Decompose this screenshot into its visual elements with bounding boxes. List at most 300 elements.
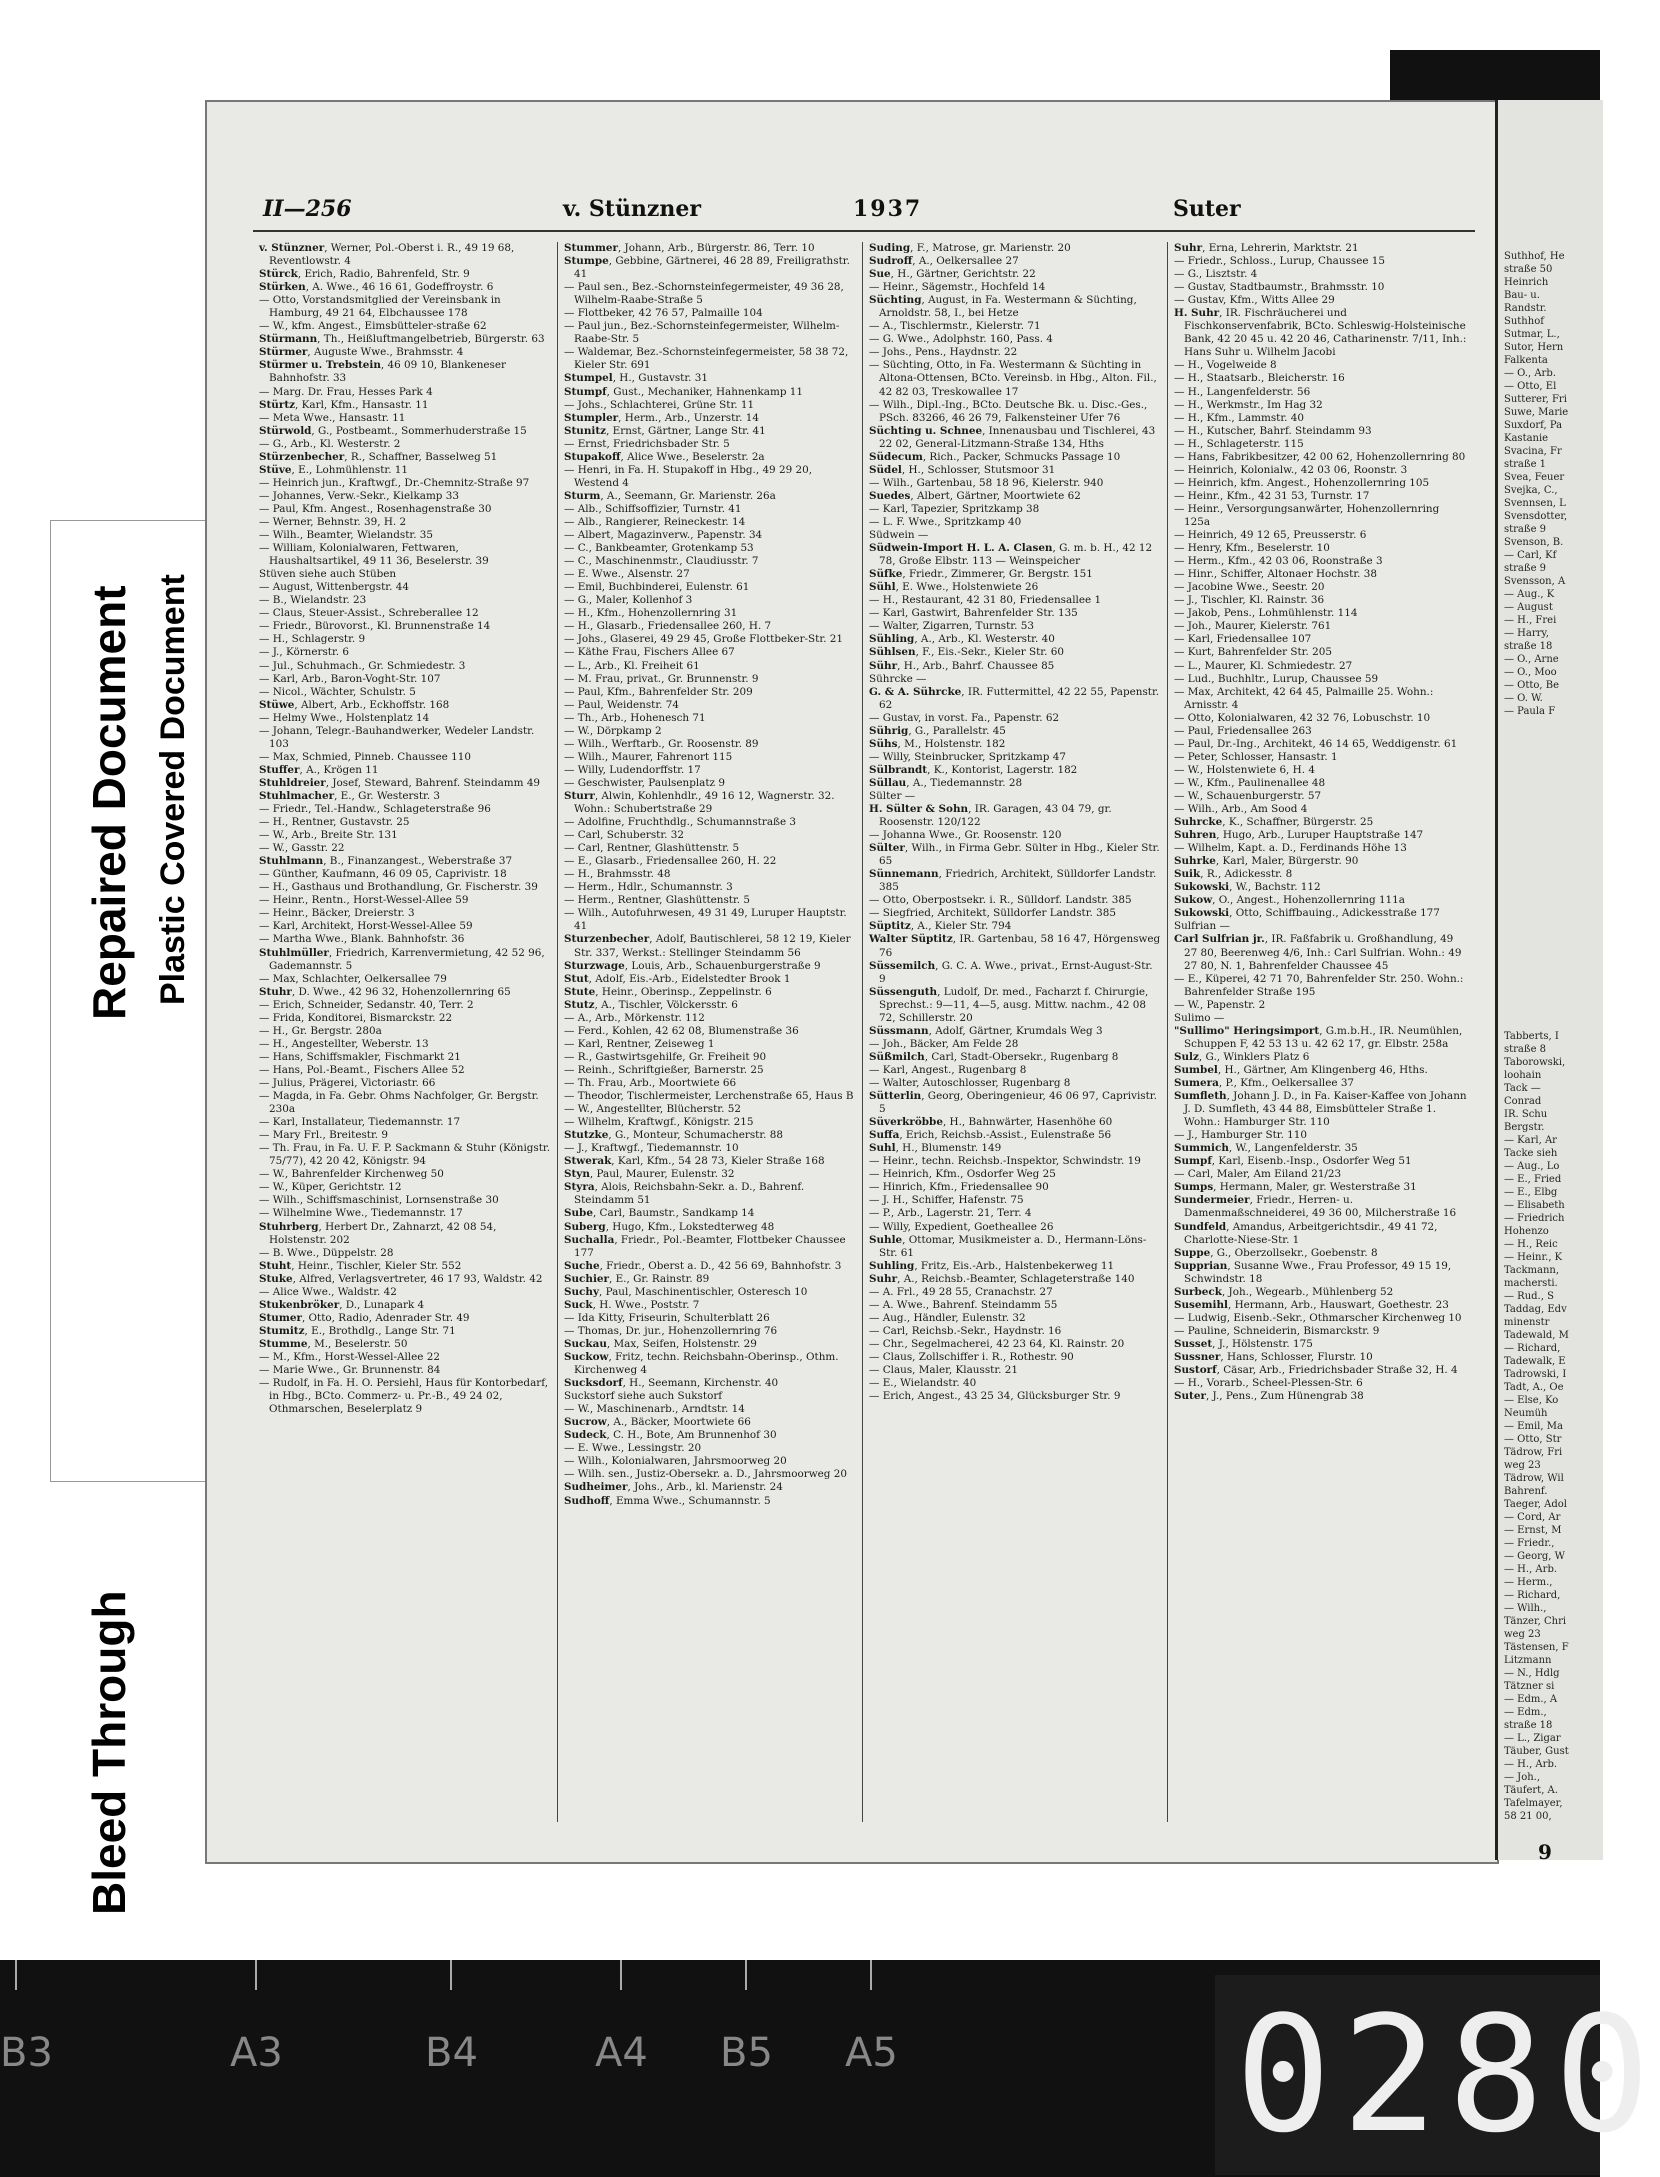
directory-entry: — Claus, Zollschiffer i. R., Rothestr. 90 — [869, 1350, 1074, 1363]
directory-entry: Susemihl, Hermann, Arb., Hauswart, Goethestr. 23 — [1174, 1298, 1449, 1311]
directory-entry: — Jul., Schuhmach., Gr. Schmiedestr. 3 — [259, 659, 466, 672]
directory-entry: — Süchting, Otto, in Fa. Westermann & Süchting in Altona-Ottensen, BCto. Vereinsb. in Hbg., Alton. Fil., 42 82 03, Treskowallee 17 — [869, 359, 1157, 398]
facing-page-line: — O., Arb. — [1504, 368, 1556, 379]
directory-entry: — Geschwister, Paulsenplatz 9 — [564, 776, 725, 789]
directory-entry: — H., Rentner, Gustavstr. 25 — [259, 816, 410, 829]
facing-page-line: — N., Hdlg — [1504, 1668, 1560, 1679]
facing-page-line: Tadewalk, E — [1504, 1356, 1566, 1367]
facing-page-line: — Carl, Kf — [1504, 550, 1557, 561]
directory-entry: — Johs., Glaserei, 49 29 45, Große Flottbeker-Str. 21 — [564, 633, 843, 646]
directory-entry: Stummer, Johann, Arb., Bürgerstr. 86, Terr. 10 — [564, 242, 815, 254]
directory-entry: Suberg, Hugo, Kfm., Lokstedterweg 48 — [564, 1220, 775, 1233]
directory-entry: Sulz, G., Winklers Platz 6 — [1174, 1050, 1310, 1063]
facing-page-line: Heinrich — [1504, 277, 1549, 288]
directory-entry: Stunitz, Ernst, Gärtner, Lange Str. 41 — [564, 424, 766, 437]
directory-entry: — Heinr., Versorgungsanwärter, Hohenzollernring 125a — [1174, 502, 1440, 528]
directory-entry: Sturr, Alwin, Kohlenhdlr., 49 16 12, Wagnerstr. 32. Wohn.: Schubertstraße 29 — [564, 789, 835, 816]
directory-entry: — Wilh. sen., Justiz-Obersekr. a. D., Jahrsmoorweg 20 — [564, 1468, 847, 1481]
facing-page-line: — O., Moo — [1504, 667, 1557, 678]
directory-entry: Suding, F., Matrose, gr. Marienstr. 20 — [869, 242, 1071, 254]
directory-entry: — Wilh., Kolonialwaren, Jahrsmoorweg 20 — [564, 1455, 787, 1468]
facing-page-line: Kastanie — [1504, 433, 1549, 444]
directory-entry: Sukow, O., Angest., Hohenzollernring 111a — [1174, 894, 1405, 907]
directory-entry: Sumbel, H., Gärtner, Am Klingenberg 46, Hths. — [1174, 1063, 1428, 1076]
directory-entry: — Hinrich, Kfm., Friedensallee 90 — [869, 1181, 1049, 1194]
directory-entry: — Herm., Hdlr., Schumannstr. 3 — [564, 881, 733, 894]
directory-entry: — Mary Frl., Breitestr. 9 — [259, 1129, 389, 1142]
directory-entry: Sülter — — [869, 789, 916, 802]
directory-column-1 — [253, 242, 558, 1822]
directory-entry: — Claus, Maler, Klausstr. 21 — [869, 1364, 1018, 1377]
directory-entry: Sundermeier, Friedr., Herren- u. Damenmaßschneiderei, 49 36 00, Milcherstraße 16 — [1174, 1194, 1457, 1220]
directory-entry: — Magda, in Fa. Gebr. Ohms Nachfolger, Gr. Bergstr. 230a — [259, 1090, 539, 1116]
directory-entry: — Julius, Prägerei, Victoriastr. 66 — [259, 1077, 436, 1089]
facing-page-line: — H., Reic — [1504, 1239, 1558, 1250]
facing-page-line: Taeger, Adol — [1504, 1499, 1567, 1510]
directory-entry: Süchting, August, in Fa. Westermann & Süchting, Arnoldstr. 58, I., bei Hetze — [869, 294, 1137, 320]
facing-page-line: weg 23 — [1504, 1460, 1541, 1471]
directory-entry: Stürmann, Th., Heißluftmangelbetrieb, Bürgerstr. 63 — [259, 333, 545, 346]
facing-page-line: Täuber, Gust — [1504, 1746, 1569, 1757]
directory-entry: — C., Bankbeamter, Grotenkamp 53 — [564, 542, 754, 555]
directory-entry: — Friedr., Schloss., Lurup, Chaussee 15 — [1174, 255, 1386, 268]
directory-entry: — Erich, Angest., 43 25 34, Glücksburger Str. 9 — [869, 1390, 1121, 1403]
directory-entry: Stutzke, G., Monteur, Schumacherstr. 88 — [564, 1129, 784, 1142]
directory-entry: Stumpf, Gust., Mechaniker, Hahnenkamp 11 — [564, 385, 803, 398]
directory-entry: Süllau, A., Tiedemannstr. 28 — [869, 776, 1023, 789]
directory-entry: — Karl, Architekt, Horst-Wessel-Allee 59 — [259, 920, 473, 933]
directory-entry: — Marie Wwe., Gr. Brunnenstr. 84 — [259, 1364, 441, 1377]
directory-entry: — Theodor, Tischlermeister, Lerchenstraße 65, Haus B — [564, 1090, 854, 1103]
directory-entry: — G., Lisztstr. 4 — [1174, 268, 1258, 281]
facing-page-line: — H., Arb. — [1504, 1564, 1558, 1575]
directory-entry: — Karl, Installateur, Tiedemannstr. 17 — [259, 1116, 461, 1129]
directory-entry: — P., Arb., Lagerstr. 21, Terr. 4 — [869, 1207, 1032, 1220]
directory-entry: — W., Angestellter, Blücherstr. 52 — [564, 1103, 741, 1116]
directory-entry: — W., Schauenburgerstr. 57 — [1174, 789, 1322, 802]
directory-entry: — Heinrich, 49 12 65, Preusserstr. 6 — [1174, 529, 1367, 542]
directory-entry: Surbeck, Joh., Wegearb., Mühlenberg 52 — [1174, 1285, 1394, 1298]
directory-entry: Sumfleth, Johann J. D., in Fa. Kaiser-Kaffee von Johann J. D. Sumfleth, 43 44 88, Eimsbütteler Straße 1. Wohn.: Hamburger Str. 110 — [1174, 1090, 1467, 1129]
directory-entry: — Ida Kitty, Friseurin, Schulterblatt 26 — [564, 1311, 770, 1324]
facing-page-line: loohain — [1504, 1070, 1542, 1081]
directory-entry: Susset, J., Hölstenstr. 175 — [1174, 1337, 1313, 1350]
facing-page-line: Hohenzo — [1504, 1226, 1549, 1237]
directory-entry: — Hinr., Schiffer, Altonaer Hochstr. 38 — [1174, 568, 1377, 581]
directory-entry: — G., Arb., Kl. Westerstr. 2 — [259, 437, 401, 450]
directory-entry: — Günther, Kaufmann, 46 09 05, Caprivistr. 18 — [259, 868, 507, 881]
stamp-plastic-covered: Plastic Covered Document — [154, 574, 192, 1005]
directory-entry: Stürwold, G., Postbeamt., Sommerhuderstraße 15 — [259, 424, 527, 437]
directory-entry: — Johs., Schlachterei, Grüne Str. 11 — [564, 398, 755, 411]
facing-page-line: — Ernst, M — [1504, 1525, 1562, 1536]
directory-entry: — Walter, Zigarren, Turnstr. 53 — [869, 620, 1034, 633]
directory-entry: Sumera, P., Kfm., Oelkersallee 37 — [1174, 1077, 1355, 1089]
facing-page-line: machersti. — [1504, 1278, 1558, 1289]
directory-entry: Sühlsen, F., Eis.-Sekr., Kieler Str. 60 — [869, 646, 1064, 659]
facing-page-line: — E., Elbg — [1504, 1187, 1558, 1198]
directory-entry: — Karl, Tapezier, Spritzkamp 38 — [869, 502, 1040, 515]
directory-entry: Stut, Adolf, Eis.-Arb., Eidelstedter Brook 1 — [564, 972, 791, 985]
directory-entry: — Gustav, in vorst. Fa., Papenstr. 62 — [869, 711, 1060, 724]
directory-entry: Suedes, Albert, Gärtner, Moortwiete 62 — [869, 489, 1081, 502]
directory-entry: — Wilhelm, Kapt. a. D., Ferdinands Höhe 13 — [1174, 842, 1407, 855]
directory-entry: H. Suhr, IR. Fischräucherei und Fischkonservenfabrik, BCto. Schleswig-Holsteinische Bank, 42 20 45 u. 42 20 46, Catharinenstr. 7/11, Inh.: Hans Suhr u. Wilhelm Jacobi — [1174, 307, 1467, 359]
directory-entry: — A., Tischlermstr., Kielerstr. 71 — [869, 320, 1041, 333]
directory-entry: — Herm., Kfm., 42 03 06, Roonstraße 3 — [1174, 555, 1383, 568]
directory-entry: Sundfeld, Amandus, Arbeitgerichtsdir., 49 41 72, Charlotte-Niese-Str. 1 — [1174, 1220, 1438, 1246]
facing-page-line: Sutterer, Fri — [1504, 394, 1567, 405]
facing-page-line: — H., Arb. — [1504, 1759, 1558, 1770]
ruler-label: A3 — [230, 2030, 283, 2076]
facing-page-line: Svacina, Fr — [1504, 446, 1562, 457]
directory-entry: — Paul, Kfm. Angest., Rosenhagenstraße 30 — [259, 502, 492, 515]
directory-entry: — Th. Frau, in Fa. U. F. P. Sackmann & Stuhr (Königstr. 75/77), 42 20 42, Königstr. 94 — [259, 1142, 551, 1168]
directory-entry: — William, Kolonialwaren, Fettwaren, Haushaltsartikel, 49 11 36, Beselerstr. 39 — [259, 542, 489, 568]
facing-page-line: Tänzer, Chri — [1504, 1616, 1567, 1627]
facing-page-line: — Elisabeth — [1504, 1200, 1565, 1211]
facing-page-line: Svensson, A — [1504, 576, 1566, 587]
directory-entry: Stute, Heinr., Oberinsp., Zeppelinstr. 6 — [564, 985, 772, 998]
directory-entry: — Karl, Gastwirt, Bahrenfelder Str. 135 — [869, 607, 1078, 620]
facing-page-line: Tädrow, Wil — [1504, 1473, 1564, 1484]
facing-page-line: Suxdorf, Pa — [1504, 420, 1563, 431]
directory-entry: Stuhlmüller, Friedrich, Karrenvermietung, 42 52 96, Gademannstr. 5 — [259, 946, 545, 972]
directory-entry: H. Sülter & Sohn, IR. Garagen, 43 04 79, gr. Roosenstr. 120/122 — [869, 803, 1112, 829]
directory-entry: — J., Kraftwgf., Tiedemannstr. 10 — [564, 1142, 739, 1155]
directory-entry: Süssmann, Adolf, Gärtner, Krumdals Weg 3 — [869, 1024, 1103, 1037]
directory-entry: Sucksdorf, H., Seemann, Kirchenstr. 40 — [564, 1377, 779, 1390]
directory-entry: — Jakob, Pens., Lohmühlenstr. 114 — [1174, 607, 1358, 620]
directory-entry: — Friedr., Bürovorst., Kl. Brunnenstraße 14 — [259, 620, 491, 633]
directory-entry: Stürmer, Auguste Wwe., Brahmsstr. 4 — [259, 346, 464, 359]
facing-page-line: Täufert, A. — [1504, 1785, 1558, 1796]
directory-entry: — Lud., Buchhltr., Lurup, Chaussee 59 — [1174, 672, 1379, 685]
directory-entry: Sühling, A., Arb., Kl. Westerstr. 40 — [869, 633, 1055, 646]
facing-page-line: — Paula F — [1504, 706, 1556, 717]
directory-entry: — Gustav, Kfm., Witts Allee 29 — [1174, 294, 1335, 307]
directory-entry: Süssemilch, G. C. A. Wwe., privat., Ernst-August-Str. 9 — [869, 959, 1153, 985]
facing-page-line: straße 8 — [1504, 1044, 1547, 1055]
directory-entry: — J., Körnerstr. 6 — [259, 646, 350, 659]
directory-entry: Südel, H., Schlosser, Stutsmoor 31 — [869, 463, 1056, 476]
directory-entry: — H., Kfm., Lammstr. 40 — [1174, 411, 1304, 424]
directory-entry: — Alb., Schiffsoffizier, Turnstr. 41 — [564, 502, 742, 515]
directory-entry: — Reinh., Schriftgießer, Barnerstr. 25 — [564, 1063, 764, 1076]
directory-entry: — G. Wwe., Adolphstr. 160, Pass. 4 — [869, 333, 1053, 346]
directory-entry: Sumpf, Karl, Eisenb.-Insp., Osdorfer Weg 51 — [1174, 1155, 1412, 1168]
directory-entry: — Heinr., Sägemstr., Hochfeld 14 — [869, 281, 1046, 294]
directory-entry: — Werner, Behnstr. 39, H. 2 — [259, 515, 407, 528]
facing-page-line: — Karl, Ar — [1504, 1135, 1557, 1146]
facing-page-entries-bottom — [1504, 1030, 1599, 1823]
ruler-label: B4 — [425, 2030, 478, 2076]
facing-page-line: — Harry, — [1504, 628, 1549, 639]
directory-entry: — Walter, Autoschlosser, Rugenbarg 8 — [869, 1077, 1071, 1089]
directory-entry: Stumpel, H., Gustavstr. 31 — [564, 372, 708, 385]
directory-column-3 — [863, 242, 1168, 1822]
directory-entry: Sülbrandt, K., Kontorist, Lagerstr. 182 — [869, 763, 1078, 776]
facing-page-line: Tadewald, M — [1504, 1330, 1569, 1341]
facing-page-line: Tafelmayer, — [1504, 1798, 1563, 1809]
facing-page-line: Conrad — [1504, 1096, 1542, 1107]
directory-entry: — E., Wielandstr. 40 — [869, 1377, 977, 1390]
facing-page-line: straße 50 — [1504, 264, 1553, 275]
directory-entry: Sütterlin, Georg, Oberingenieur, 46 06 97, Caprivistr. 5 — [869, 1090, 1157, 1116]
facing-page-line: Tädrow, Fri — [1504, 1447, 1563, 1458]
directory-entry: — Paul jun., Bez.-Schornsteinfegermeister, Wilhelm-Raabe-Str. 5 — [564, 320, 840, 346]
facing-page-line: straße 18 — [1504, 1720, 1553, 1731]
facing-page-line: Taddag, Edv — [1504, 1304, 1567, 1315]
directory-entry: Sturzenbecher, Adolf, Bautischlerei, 58 12 19, Kieler Str. 337, Werkst.: Stellinger Steindamm 56 — [564, 933, 851, 959]
ruler-label: B5 — [720, 2030, 773, 2076]
directory-entry: — M. Frau, privat., Gr. Brunnenstr. 9 — [564, 672, 759, 685]
directory-entry: Carl Sulfrian jr., IR. Faßfabrik u. Großhandlung, 49 27 80, Beerenweg 4/6, Inh.: Carl Sulfrian. Wohn.: 49 27 80, N. 1, Bahrenfelder Chaussee 45 — [1174, 933, 1462, 972]
directory-entry: Sühs, M., Holstenstr. 182 — [869, 737, 1006, 750]
directory-entry: Stwerak, Karl, Kfm., 54 28 73, Kieler Straße 168 — [564, 1155, 825, 1168]
facing-page-line: straße 9 — [1504, 563, 1547, 574]
directory-entry: — H., Gr. Bergstr. 280a — [259, 1024, 382, 1037]
directory-entry: — L., Maurer, Kl. Schmiedestr. 27 — [1174, 659, 1353, 672]
directory-entry: Südwein-Import H. L. A. Clasen, G. m. b. H., 42 12 78, Große Elbstr. 113 — Weinspeicher — [869, 542, 1153, 568]
facing-page-line: Tadrowski, I — [1504, 1369, 1567, 1380]
directory-entry: — J. H., Schiffer, Hafenstr. 75 — [869, 1194, 1024, 1207]
directory-entry: Supprian, Susanne Wwe., Frau Professor, 49 15 19, Schwindstr. 18 — [1174, 1259, 1452, 1285]
directory-entry: — Claus, Steuer-Assist., Schreberallee 12 — [259, 607, 479, 620]
directory-entry: — A. Wwe., Bahrenf. Steindamm 55 — [869, 1298, 1058, 1311]
directory-entry: Stupakoff, Alice Wwe., Beselerstr. 2a — [564, 450, 765, 463]
facing-page-line: Bahrenf. — [1504, 1486, 1548, 1497]
directory-entry: — Alice Wwe., Waldstr. 42 — [259, 1285, 397, 1298]
directory-entry: Stuhr, D. Wwe., 42 96 32, Hohenzollernring 65 — [259, 985, 511, 998]
directory-entry: — L. F. Wwe., Spritzkamp 40 — [869, 515, 1022, 528]
directory-entry: Suckau, Max, Seifen, Holstenstr. 29 — [564, 1337, 757, 1350]
facing-page-line: — Wilh., — [1504, 1603, 1547, 1614]
directory-entry: — Adolfine, Fruchthdlg., Schumannstraße 3 — [564, 816, 797, 829]
directory-entry: Süßmilch, Carl, Stadt-Obersekr., Rugenbarg 8 — [869, 1050, 1119, 1063]
directory-entry: — Karl, Rentner, Zeiseweg 1 — [564, 1037, 715, 1050]
facing-page-line: — Richard, — [1504, 1590, 1561, 1601]
directory-entry: — E., Glasarb., Friedensallee 260, H. 22 — [564, 855, 777, 868]
facing-page-line: IR. Schu — [1504, 1109, 1548, 1120]
directory-entry: Suckow, Fritz, techn. Reichsbahn-Oberinsp., Othm. Kirchenweg 4 — [564, 1350, 839, 1377]
directory-entry: Sudhoff, Emma Wwe., Schumannstr. 5 — [564, 1494, 771, 1507]
directory-entry: — Ferd., Kohlen, 42 62 08, Blumenstraße 36 — [564, 1024, 799, 1037]
directory-entry: — E. Wwe., Lessingstr. 20 — [564, 1442, 702, 1455]
directory-entry: — Wilh., Beamter, Wielandstr. 35 — [259, 529, 434, 542]
directory-entry: — Johs., Pens., Haydnstr. 22 — [869, 346, 1018, 359]
directory-entry: — H., Kfm., Hohenzollernring 31 — [564, 607, 738, 620]
directory-entry: Sührcke — — [869, 672, 927, 685]
directory-entry: Stumpe, Gebbine, Gärtnerei, 46 28 89, Freiligrathstr. 41 — [564, 255, 850, 281]
directory-entry: — Otto, Vorstandsmitglied der Vereinsbank in Hamburg, 49 21 64, Elbchaussee 178 — [259, 294, 501, 320]
directory-entry: Sührig, G., Parallelstr. 45 — [869, 724, 1006, 737]
facing-page-line: — Richard, — [1504, 1343, 1561, 1354]
directory-entry: Stuhlmacher, E., Gr. Westerstr. 3 — [259, 789, 441, 802]
directory-entry: — Otto, Kolonialwaren, 42 32 76, Lobuschstr. 10 — [1174, 711, 1431, 724]
directory-entry: — Karl, Arb., Baron-Voght-Str. 107 — [259, 672, 441, 685]
facing-page-line: Tacke sieh — [1504, 1148, 1558, 1159]
facing-page-line: Tackmann, — [1504, 1265, 1560, 1276]
facing-page-line: — Heinr., K — [1504, 1252, 1563, 1263]
directory-entry: — Nicol., Wächter, Schulstr. 5 — [259, 685, 416, 698]
header-year: 1937 — [853, 196, 923, 222]
facing-page-line: Svensdotter, — [1504, 511, 1568, 522]
directory-entry: Suhrke, Karl, Maler, Bürgerstr. 90 — [1174, 855, 1359, 868]
directory-entry: — Chr., Segelmacherei, 42 23 64, Kl. Rainstr. 20 — [869, 1337, 1125, 1350]
directory-entry: Sucrow, A., Bäcker, Moortwiete 66 — [564, 1416, 751, 1429]
directory-entry: Styra, Alois, Reichsbahn-Sekr. a. D., Bahrenf. Steindamm 51 — [564, 1181, 805, 1207]
directory-entry: Stuhldreier, Josef, Steward, Bahrenf. Steindamm 49 — [259, 776, 541, 789]
directory-entry: Suchalla, Friedr., Pol.-Beamter, Flottbeker Chaussee 177 — [564, 1233, 846, 1259]
directory-entry: v. Stünzner, Werner, Pol.-Oberst i. R., 49 19 68, Reventlowstr. 4 — [259, 242, 515, 268]
directory-entry: — Thomas, Dr. jur., Hohenzollernring 76 — [564, 1324, 778, 1337]
directory-entry: Suche, Friedr., Oberst a. D., 42 56 69, Bahnhofstr. 3 — [564, 1259, 842, 1272]
directory-entry: Sulimo — — [1174, 1011, 1225, 1024]
directory-entry: Stuhlmann, B., Finanzangest., Weberstraße 37 — [259, 855, 513, 868]
facing-page-line: — Otto, El — [1504, 381, 1557, 392]
directory-entry: — Wilh., Maurer, Fahrenort 115 — [564, 750, 733, 763]
directory-entry: — August, Wittenbergstr. 44 — [259, 581, 409, 594]
directory-entry: — H., Schlageterstr. 115 — [1174, 437, 1304, 450]
directory-entry: — Meta Wwe., Hansastr. 11 — [259, 411, 406, 424]
directory-entry: Suppe, G., Oberzollsekr., Goebenstr. 8 — [1174, 1246, 1378, 1259]
directory-entry: Süchting u. Schnee, Innenausbau und Tischlerei, 43 22 02, General-Litzmann-Straße 134, Hths — [869, 424, 1156, 450]
directory-entry: Sustorf, Cäsar, Arb., Friedrichsbader Straße 32, H. 4 — [1174, 1364, 1458, 1377]
directory-entry: Stürck, Erich, Radio, Bahrenfeld, Str. 9 — [259, 268, 470, 281]
facing-page-line: — E., Fried — [1504, 1174, 1562, 1185]
directory-entry: — H., Staatsarb., Bleicherstr. 16 — [1174, 372, 1345, 385]
directory-entry: Stürzenbecher, R., Schaffner, Basselweg 51 — [259, 450, 498, 463]
directory-entry: — Helmy Wwe., Holstenplatz 14 — [259, 711, 430, 724]
directory-entry: — Wilh., Werftarb., Gr. Roosenstr. 89 — [564, 737, 759, 750]
directory-entry: — Joh., Bäcker, Am Felde 28 — [869, 1037, 1019, 1050]
directory-entry: — Aug., Händler, Eulenstr. 32 — [869, 1311, 1026, 1324]
directory-entry: — W., Holstenwiete 6, H. 4 — [1174, 763, 1315, 776]
directory-entry: — Karl, Angest., Rugenbarg 8 — [869, 1063, 1027, 1076]
directory-column-4 — [1168, 242, 1473, 1822]
directory-entry: Walter Süptitz, IR. Gartenbau, 58 16 47, Hörgensweg 76 — [869, 933, 1161, 959]
directory-entry: Stuke, Alfred, Verlagsvertreter, 46 17 93, Waldstr. 42 — [259, 1272, 543, 1285]
directory-entry: — Paul, Dr.-Ing., Architekt, 46 14 65, Weddigenstr. 61 — [1174, 737, 1458, 750]
page-number: II—256 — [263, 196, 352, 222]
stamp-repaired-document: Repaired Document — [83, 585, 135, 1020]
directory-entry: Sünnemann, Friedrich, Architekt, Sülldorfer Landstr. 385 — [869, 868, 1157, 894]
facing-page-line: — Georg, W — [1504, 1551, 1565, 1562]
directory-entry: — Paul, Friedensallee 263 — [1174, 724, 1312, 737]
directory-entry: — Marg. Dr. Frau, Hesses Park 4 — [259, 385, 433, 398]
directory-entry: — Jacobine Wwe., Seestr. 20 — [1174, 581, 1325, 594]
facing-page-line: — Edm., — [1504, 1707, 1547, 1718]
directory-entry: — Heinr., techn. Reichsb.-Inspektor, Schwindstr. 19 — [869, 1155, 1141, 1168]
facing-page-line: Neumüh — [1504, 1408, 1548, 1419]
directory-entry: Stüven siehe auch Stüben — [259, 568, 397, 581]
facing-page-line: straße 1 — [1504, 459, 1547, 470]
directory-entry: — Wilh., Arb., Am Sood 4 — [1174, 803, 1308, 816]
directory-entry: Südwein — — [869, 529, 929, 542]
facing-page-line: — Otto, Be — [1504, 680, 1560, 691]
directory-entry: Suckstorf siehe auch Sukstorf — [564, 1390, 723, 1403]
directory-entry: Suik, R., Adickesstr. 8 — [1174, 868, 1293, 881]
directory-entry: Sumps, Hermann, Maler, gr. Westerstraße 31 — [1174, 1181, 1417, 1194]
directory-entry: — B., Wielandstr. 23 — [259, 594, 367, 607]
facing-page-line: — Else, Ko — [1504, 1395, 1559, 1406]
facing-page-line: minenstr — [1504, 1317, 1550, 1328]
directory-entry: — B. Wwe., Düppelstr. 28 — [259, 1246, 394, 1259]
directory-entry: — Wilhelm, Kraftwgf., Königstr. 215 — [564, 1116, 754, 1129]
directory-entry: — W., Bahrenfelder Kirchenweg 50 — [259, 1168, 444, 1181]
directory-entry: Sukowski, Otto, Schiffbauing., Adickesstraße 177 — [1174, 907, 1440, 920]
directory-entry: — Carl, Schuberstr. 32 — [564, 829, 684, 842]
directory-entry: — Henri, in Fa. H. Stupakoff in Hbg., 49 29 20, Westend 4 — [564, 463, 813, 489]
facing-page-line: Suthhof, He — [1504, 251, 1565, 262]
directory-entry: Sussner, Hans, Schlosser, Flurstr. 10 — [1174, 1350, 1373, 1363]
directory-entry: Stuht, Heinr., Tischler, Kieler Str. 552 — [259, 1259, 462, 1272]
directory-entry: Sukowski, W., Bachstr. 112 — [1174, 881, 1321, 894]
facing-page-line: Bau- u. — [1504, 290, 1540, 301]
directory-entry: — A. Frl., 49 28 55, Cranachstr. 27 — [869, 1285, 1053, 1298]
directory-entry: — Henry, Kfm., Beselerstr. 10 — [1174, 542, 1330, 555]
directory-entry: — L., Arb., Kl. Freiheit 61 — [564, 659, 700, 672]
directory-entry: — W., Maschinenarb., Arndtstr. 14 — [564, 1403, 745, 1416]
directory-entry: Stuhrberg, Herbert Dr., Zahnarzt, 42 08 54, Holstenstr. 202 — [259, 1220, 497, 1246]
directory-entry: — Waldemar, Bez.-Schornsteinfegermeister, 58 38 72, Kieler Str. 691 — [564, 346, 849, 372]
directory-entry: — Heinr., Bäcker, Dreierstr. 3 — [259, 907, 415, 920]
frame-counter: 0280 — [1215, 1975, 1600, 2175]
directory-entry: — G., Maler, Kollenhof 3 — [564, 594, 693, 607]
facing-page-line: — August — [1504, 602, 1553, 613]
directory-entry: Suhren, Hugo, Arb., Luruper Hauptstraße 147 — [1174, 829, 1424, 842]
directory-entry: Sühl, E. Wwe., Holstenwiete 26 — [869, 581, 1039, 594]
directory-entry: — H., Gasthaus und Brothandlung, Gr. Fischerstr. 39 — [259, 881, 538, 894]
facing-page-line: — L., Zigar — [1504, 1733, 1561, 1744]
facing-page-line: Tadt, A., Oe — [1504, 1382, 1564, 1393]
directory-entry: — R., Gastwirtsgehilfe, Gr. Freiheit 90 — [564, 1050, 767, 1063]
directory-entry: — Paul, Kfm., Bahrenfelder Str. 209 — [564, 685, 753, 698]
facing-page-line: — Cord, Ar — [1504, 1512, 1561, 1523]
facing-page-line: Svejka, C., — [1504, 485, 1558, 496]
directory-entry: Stürtz, Karl, Kfm., Hansastr. 11 — [259, 398, 429, 411]
directory-entry: — Max, Architekt, 42 64 45, Palmaille 25. Wohn.: Arnisstr. 4 — [1174, 685, 1434, 711]
facing-page-line: — Emil, Ma — [1504, 1421, 1563, 1432]
directory-entry: — Johann, Telegr.-Bauhandwerker, Wedeler Landstr. 103 — [259, 724, 535, 750]
directory-entry: Stutz, A., Tischler, Völckersstr. 6 — [564, 998, 738, 1011]
directory-entry: — Karl, Friedensallee 107 — [1174, 633, 1312, 646]
facing-page-line: Taborowski, — [1504, 1057, 1566, 1068]
header-last-entry: Suter — [1173, 196, 1241, 222]
directory-entry: — Ernst, Friedrichsbader Str. 5 — [564, 437, 730, 450]
directory-entry: — Martha Wwe., Blank. Bahnhofstr. 36 — [259, 933, 465, 946]
directory-columns — [253, 242, 1475, 1822]
directory-entry: Suhling, Fritz, Eis.-Arb., Halstenbekerweg 11 — [869, 1259, 1115, 1272]
directory-entry: — Johannes, Verw.-Sekr., Kielkamp 33 — [259, 489, 459, 502]
directory-entry: — H., Glasarb., Friedensallee 260, H. 7 — [564, 620, 772, 633]
directory-entry: — Paul, Weidenstr. 74 — [564, 698, 679, 711]
directory-entry: — H., Werkmstr., Im Hag 32 — [1174, 398, 1323, 411]
directory-entry: Sue, H., Gärtner, Gerichtstr. 22 — [869, 268, 1036, 281]
directory-entry: Summich, W., Langenfelderstr. 35 — [1174, 1142, 1358, 1155]
directory-entry: Süfke, Friedr., Zimmerer, Gr. Bergstr. 151 — [869, 568, 1093, 581]
facing-page-line: weg 23 — [1504, 1629, 1541, 1640]
directory-entry: — Peter, Schlosser, Hansastr. 1 — [1174, 750, 1338, 763]
directory-entry: — Heinrich, Kfm., Osdorfer Weg 25 — [869, 1168, 1056, 1181]
facing-page-line: Sutor, Hern — [1504, 342, 1564, 353]
directory-entry: — Heinr., Rentn., Horst-Wessel-Allee 59 — [259, 894, 469, 907]
facing-page-line: Tästensen, F — [1504, 1642, 1569, 1653]
facing-page-line: Tabberts, I — [1504, 1031, 1559, 1042]
directory-entry: Sturzwage, Louis, Arb., Schauenburgerstraße 9 — [564, 959, 821, 972]
directory-entry: Suhle, Ottomar, Musikmeister a. D., Hermann-Löns-Str. 61 — [869, 1233, 1147, 1259]
